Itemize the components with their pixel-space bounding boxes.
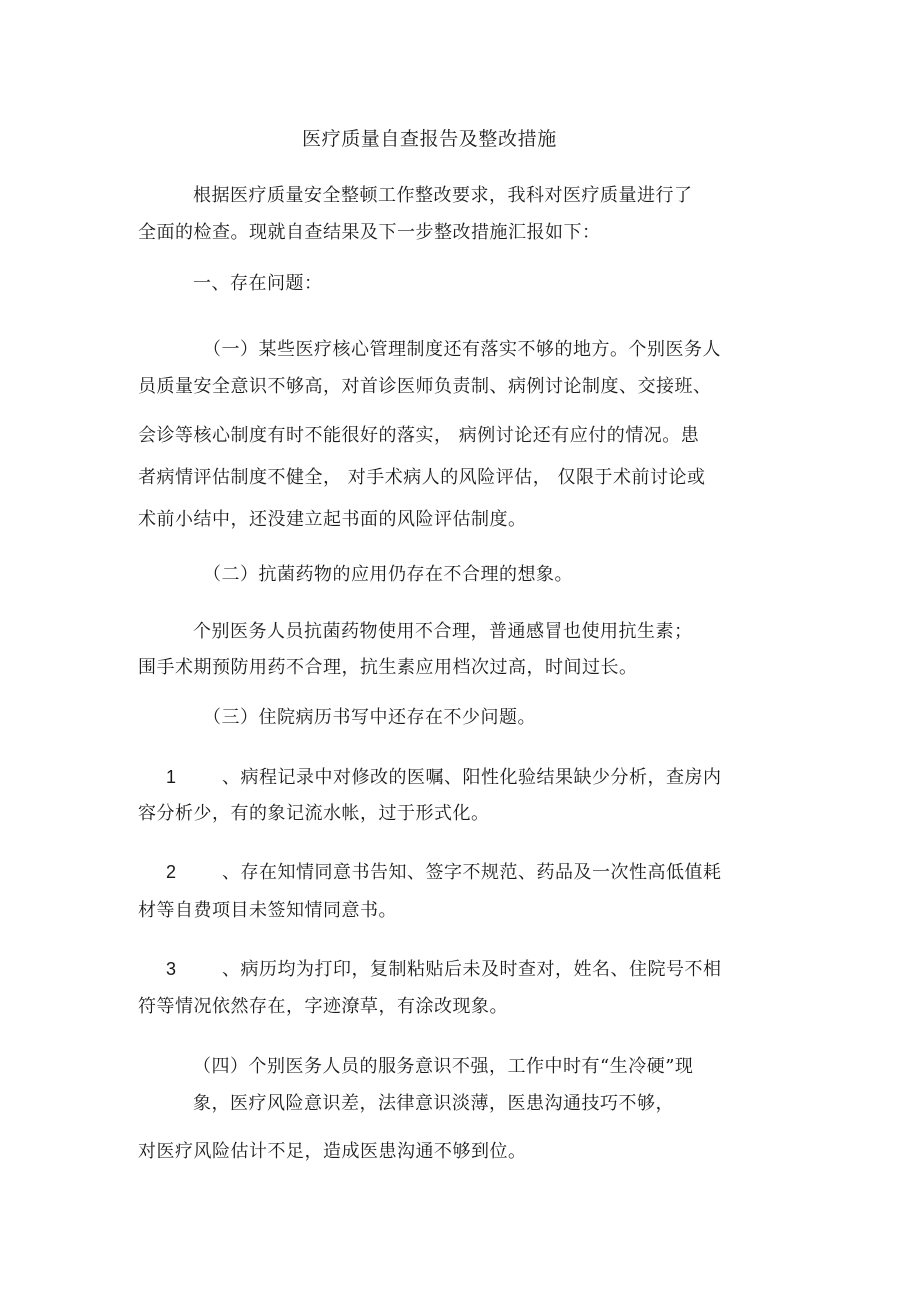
item3-sub2-line-1: [166, 860, 722, 885]
item3-sub2-number: 2: [166, 862, 177, 882]
item1-line-2: 员质量安全意识不够高，对首诊医师负责制、病例讨论制度、交接班、: [138, 376, 712, 397]
item2-line-2: 围手术期预防用药不合理，抗生素应用档次过高，时间过长。: [138, 657, 638, 678]
item1-line-1: （一）某些医疗核心管理制度还有落实不够的地方。个别医务人: [203, 339, 721, 360]
section-heading-problems: 一、存在问题：: [193, 273, 323, 294]
document-title: 医疗质量自查报告及整改措施: [302, 128, 557, 150]
item3-sub3-number: 3: [166, 959, 177, 979]
item3-sub3-line-2: 符等情况依然存在，字迹潦草，有涂改现象。: [138, 996, 508, 1017]
item3-sub1-line-1: [166, 765, 722, 790]
item3-sub1-number: 1: [166, 767, 177, 787]
item3-sub2-text: 、存在知情同意书告知、签字不规范、药品及一次性高低值耗: [222, 862, 722, 883]
item4-line-1: （四）个别医务人员的服务意识不强，工作中时有“生冷硬”现: [193, 1056, 694, 1077]
item2-line-1: 个别医务人员抗菌药物使用不合理，普通感冒也使用抗生素；: [193, 621, 693, 642]
item3-heading: （三）住院病历书写中还存在不少问题。: [203, 707, 536, 728]
item3-sub1-line-2: 容分析少，有的象记流水帐，过于形式化。: [138, 803, 490, 824]
item4-line-2: 象，医疗风险意识差，法律意识淡薄，医患沟通技巧不够，: [193, 1093, 674, 1114]
item1-line-3: 会诊等核心制度有时不能很好的落实， 病例讨论还有应付的情况。患: [138, 425, 700, 446]
intro-line-2: 全面的检查。现就自查结果及下一步整改措施汇报如下：: [138, 222, 601, 243]
item3-sub3-line-1: [166, 957, 722, 982]
item3-sub2-line-2: 材等自费项目未签知情同意书。: [138, 900, 397, 921]
item2-heading: （二）抗菌药物的应用仍存在不合理的想象。: [203, 564, 573, 585]
item1-line-5: 术前小结中，还没建立起书面的风险评估制度。: [138, 509, 527, 530]
item3-sub1-text: 、病程记录中对修改的医嘱、阳性化验结果缺少分析，查房内: [222, 767, 722, 788]
intro-line-1: 根据医疗质量安全整顿工作整改要求，我科对医疗质量进行了: [193, 185, 693, 206]
item3-sub3-text: 、病历均为打印，复制粘贴后未及时查对，姓名、住院号不相: [222, 959, 722, 980]
item4-line-3: 对医疗风险估计不足，造成医患沟通不够到位。: [138, 1141, 527, 1162]
item1-line-4: 者病情评估制度不健全， 对手术病人的风险评估， 仅限于术前讨论或: [138, 467, 706, 488]
